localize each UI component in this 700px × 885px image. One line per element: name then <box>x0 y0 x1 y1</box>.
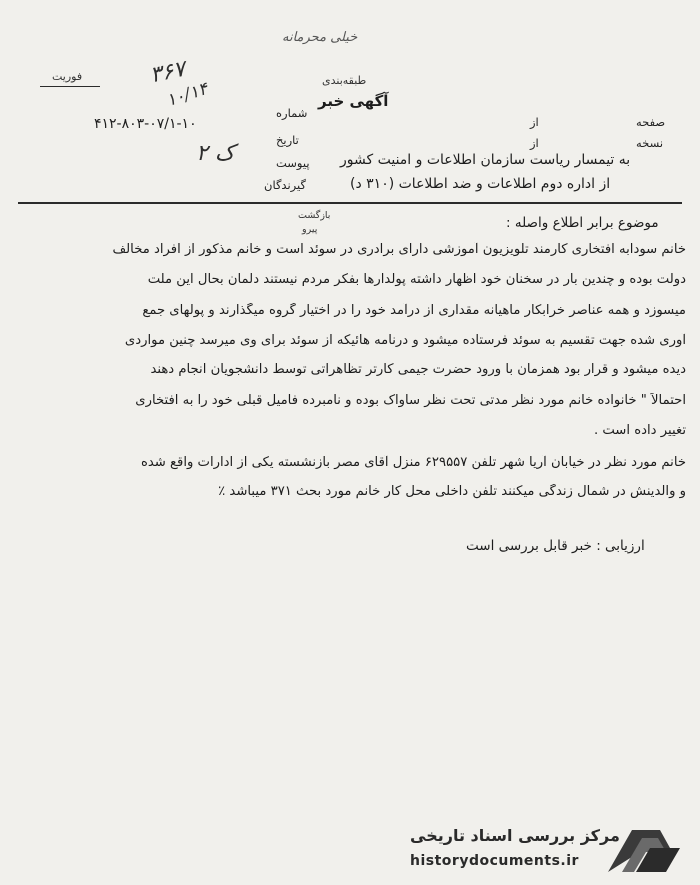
body-line: احتمالاً " خانواده خانم مورد نظر مدتی تحت نظر ساواک بوده و نامبرده فامیل قبلی خود را به افتخاری <box>135 393 686 408</box>
classification-label: طبقه‌بندی <box>322 74 367 87</box>
document-type-title: آگهی خبر <box>318 92 389 110</box>
handwritten-date: ۱۰/۱۴ <box>163 78 211 112</box>
followup-label: پیرو <box>302 224 318 235</box>
body-line: دیده میشود و قرار بود همزمان با ورود حضرت جیمی کارتر تظاهراتی توسط دانشجویان انجام دهند <box>150 362 686 377</box>
body-line: آوری شده جهت تقسیم به سوئد فرستاده میشود و درنامه هائیکه از سوئد برای وی میرسد چنین مواردی <box>124 333 686 348</box>
attachment-label: پیوست <box>276 156 310 170</box>
copy-label: نسخه <box>636 136 664 150</box>
priority-label: فوریت <box>52 70 83 83</box>
body-line: میسوزد و همه عناصر خرابکار ماهیانه مقداری از درآمد خود را در اختیار گروه میگذارند و پولهای جمع <box>142 303 686 318</box>
address-line: خانم مورد نظر در خیابان آریا شهر تلفن ۶۲۹۵۵۷ منزل آقای مصر بازنشسته یکی از ادارات واقع شده <box>140 455 686 470</box>
to-line: به تیمسار ریاست سازمان اطلاعات و امنیت کشور <box>340 152 631 168</box>
subject-line: موضوع برابر اطلاع واصله : <box>506 215 659 231</box>
watermark-site: historydocuments.ir <box>410 853 579 869</box>
page-label: صفحه <box>636 115 666 129</box>
watermark-org-name: مرکز بررسی اسناد تاریخی <box>410 826 620 845</box>
handwritten-attachment: ۲ ک <box>196 141 235 166</box>
evaluation-line: ارزیابی : خبر قابل بررسی است <box>466 538 645 554</box>
priority-underline <box>40 86 100 87</box>
date-label: تاریخ <box>276 133 299 147</box>
reply-label: بازگشت <box>298 210 331 221</box>
body-line: تغییر داده است . <box>593 423 686 438</box>
body-line: دولت بوده و چندین بار در سخنان خود اظهار داشته پولدارها بفکر مردم نیستند دلمان بحال این ملت <box>147 272 686 287</box>
copy-of-label: از <box>530 136 539 150</box>
from-line: از اداره دوم اطلاعات و ضد اطلاعات (۳۱۰ د) <box>350 176 611 192</box>
address-line: و والدینش در شمال زندگی میکنند تلفن داخلی محل کار خانم مورد بحث ۳۷۱ میباشد ٪ <box>218 484 686 499</box>
body-line: خانم سودابه افتخاری کارمند تلویزیون آموزشی دارای برادری در سوئد است و خانم مذکور از افراد مخالف <box>112 242 686 257</box>
classification-stamp: خیلی محرمانه <box>282 30 358 45</box>
page-of-label: از <box>530 115 539 129</box>
recipients-label: گیرندگان <box>264 178 306 192</box>
header-divider <box>18 202 682 204</box>
number-label: شماره <box>276 106 308 120</box>
handwritten-number: ۳۶۷ <box>147 56 188 89</box>
number-value: ۴۱۲-۸۰۳-۰۷/۱-۱۰ <box>94 116 197 132</box>
document-logo-icon <box>600 820 690 880</box>
